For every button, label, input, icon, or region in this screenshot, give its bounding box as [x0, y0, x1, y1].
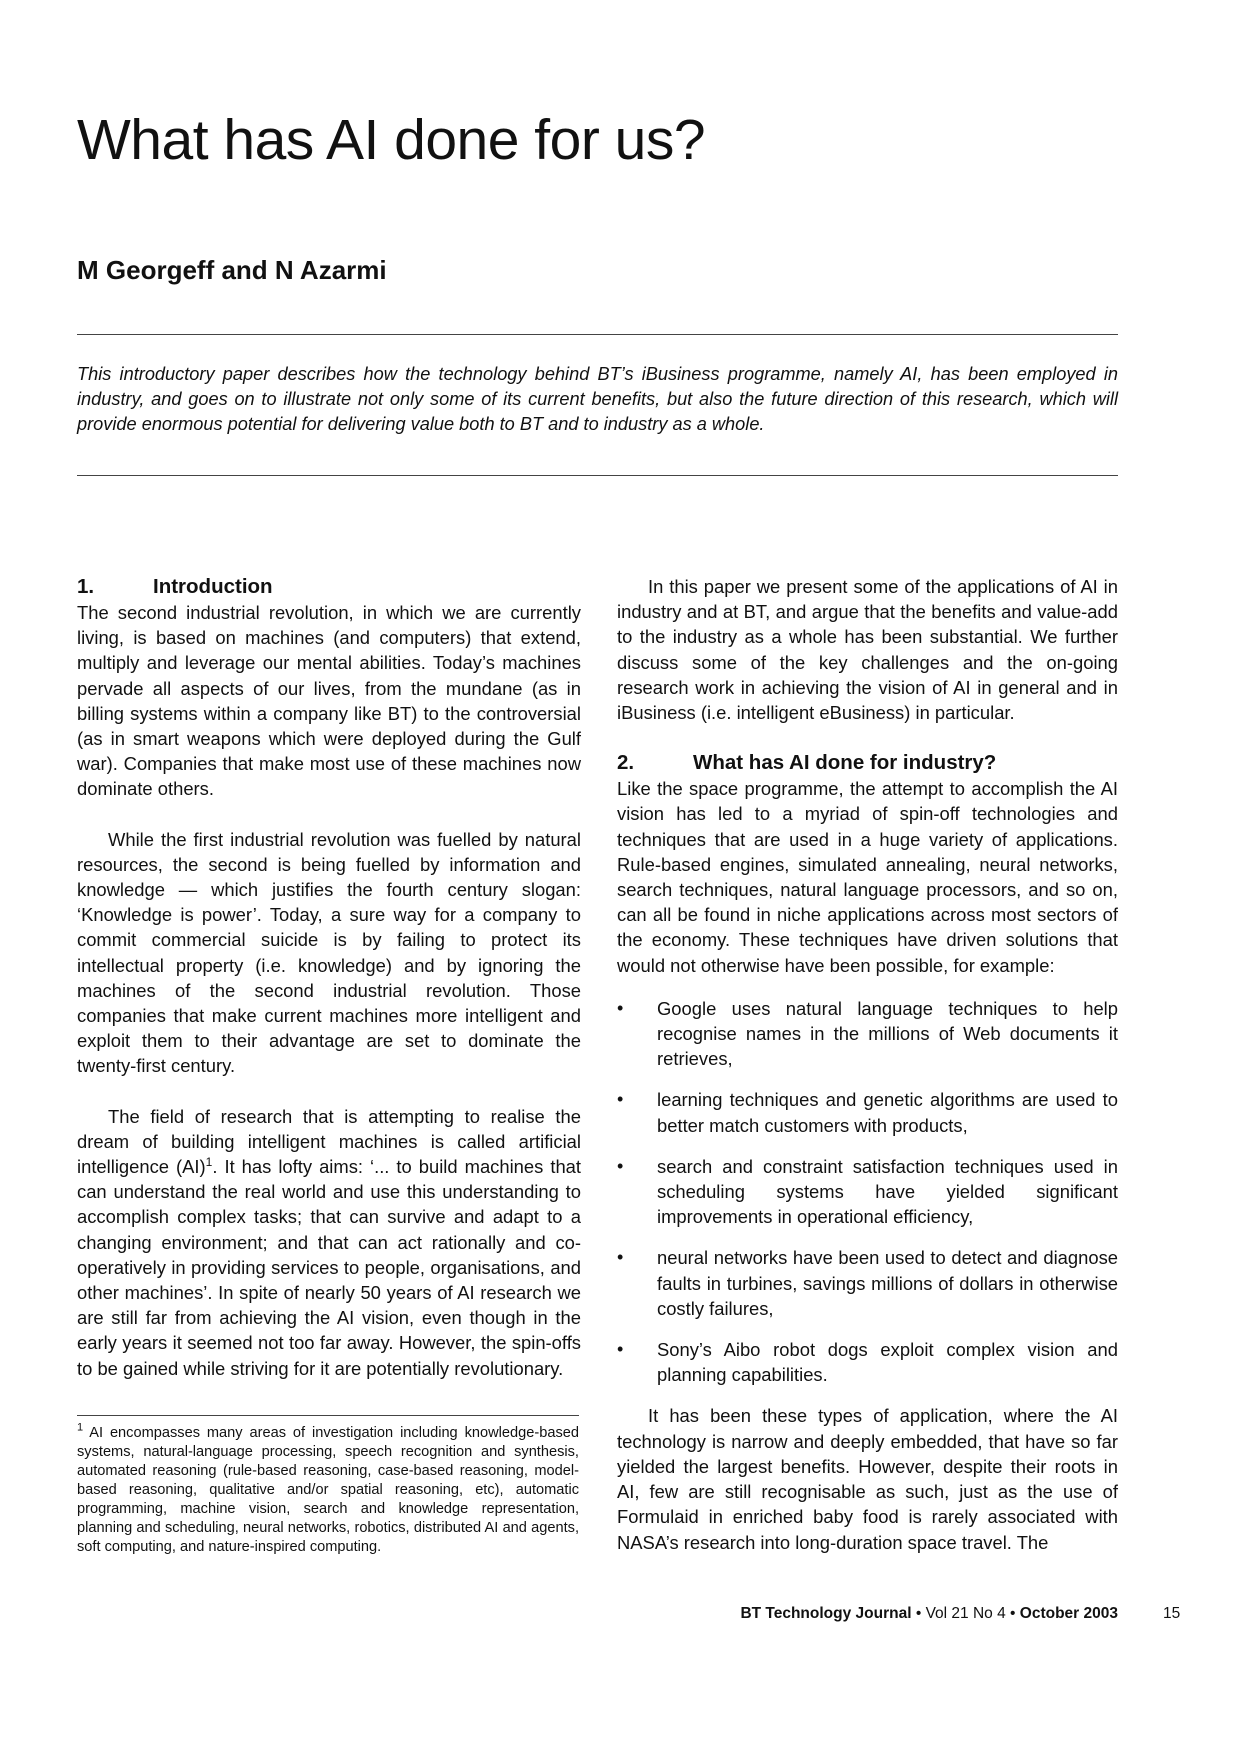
paragraph-text: The field of research that is attempting to realise the dream of building intelligent machines is called artificial intelligence (AI)	[77, 1105, 581, 1178]
bullet-icon: •	[617, 1339, 624, 1360]
section-title: What has AI done for industry?	[693, 751, 997, 775]
bullet-icon: •	[617, 1089, 624, 1110]
paragraph: It has been these types of application, where the AI technology is narrow and deeply embedded, that have so far yielded the largest benefits. However, despite their roots in AI, few are still recognisable as such, just as the use of Formulaid in enriched baby food is rarely associated with NASA’s research into long-duration space travel. The	[617, 1405, 1118, 1553]
bullet-icon: •	[617, 1155, 624, 1176]
journal-footer	[600, 1604, 1118, 1624]
list-item	[617, 1087, 1118, 1137]
journal-date: October 2003	[1019, 1605, 1118, 1622]
paragraph: In this paper we present some of the applications of AI in industry and at BT, and argue that the benefits and value-add to the industry as a whole has been substantial. We further discuss some of the key challenges and the on-going research work in achieving the vision of AI in general and in iBusiness (i.e. intelligent eBusiness) in particular.	[617, 576, 1118, 724]
list-item	[617, 1245, 1118, 1321]
bullet-icon: •	[617, 1247, 624, 1268]
left-column	[77, 574, 581, 1381]
bottom-divider	[77, 475, 1118, 476]
paper-authors: M Georgeff and N Azarmi	[77, 255, 387, 285]
list-item	[617, 996, 1118, 1072]
separator: •	[1005, 1605, 1020, 1622]
section-number: 1.	[77, 575, 95, 598]
list-item	[617, 1154, 1118, 1230]
journal-volume: Vol 21 No 4	[925, 1605, 1006, 1622]
right-column	[617, 574, 1118, 1555]
list-item-text: neural networks have been used to detect and diagnose faults in turbines, savings millions of dollars in otherwise costly failures,	[657, 1247, 1118, 1319]
footnote-text: AI encompasses many areas of investigation including knowledge-based systems, natural-language processing, speech recognition and synthesis, automated reasoning (rule-based reasoning, case-based reasoning, model-based reasoning, qualitative and/or spatial reasoning, etc), automatic programming, machine vision, search and knowledge representation, planning and scheduling, neural networks, robotics, distributed AI and agents, soft computing, and nature-inspired computing.	[77, 1425, 579, 1555]
paragraph: While the first industrial revolution was fuelled by natural resources, the second is being fuelled by information and knowledge — which justifies the fourth century slogan: ‘Knowledge is power’. Today, a sure way for a company to commit commercial suicide is by failing to protect its intellectual property (i.e. knowledge) and by ignoring the machines of the second industrial revolution. Those companies that make current machines more intelligent and exploit them to their advantage are set to dominate the twenty-first century.	[77, 828, 581, 1077]
paragraph	[77, 1104, 581, 1381]
footnote	[77, 1421, 579, 1557]
journal-name: BT Technology Journal	[740, 1605, 912, 1622]
abstract: This introductory paper describes how the technology behind BT’s iBusiness programme, namely AI, has been employed in industry, and goes on to illustrate not only some of its current benefits, but also the future direction of this research, which will provide enormous potential for delivering value both to BT and to industry as a whole.	[77, 364, 1118, 434]
bullet-list	[617, 996, 1118, 1388]
separator: •	[911, 1605, 926, 1622]
paragraph-text: . It has lofty aims: ‘... to build machines that can understand the real world and use this understanding to accomplish complex tasks; that can survive and adapt to a changing environment; and that can act rationally and co-operatively in providing services to people, organisations, and other machines’. In spite of nearly 50 years of AI research we are still far from achieving the AI vision, even though in the early years it seemed not too far away. However, the spin-offs to be gained while striving for it are potentially revolutionary.	[77, 1156, 582, 1379]
section-number: 2.	[617, 751, 635, 775]
paragraph: The second industrial revolution, in which we are currently living, is based on machines (and computers) that extend, multiply and leverage our mental abilities. Today’s machines pervade all aspects of our lives, from the mundane (as in billing systems within a company like BT) to the controversial (as in smart weapons which were deployed during the Gulf war). Companies that make most use of these machines now dominate others.	[77, 602, 581, 800]
section-2-heading	[617, 750, 1118, 776]
list-item	[617, 1337, 1118, 1387]
footnote-divider	[77, 1415, 579, 1416]
page-number: 15	[1163, 1605, 1181, 1622]
list-item-text: Google uses natural language techniques to help recognise names in the millions of Web documents it retrieves,	[657, 997, 1118, 1070]
section-1-heading	[77, 574, 581, 600]
list-item-text: search and constraint satisfaction techniques used in scheduling systems have yielded significant improvements in operational efficiency,	[657, 1155, 1118, 1228]
list-item-text: Sony’s Aibo robot dogs exploit complex vision and planning capabilities.	[657, 1339, 1118, 1386]
footnote-marker: 1	[77, 1421, 84, 1434]
bullet-icon: •	[617, 997, 624, 1018]
footnote-ref: 1	[205, 1154, 213, 1169]
list-item-text: learning techniques and genetic algorithms are used to better match customers with products,	[657, 1089, 1118, 1136]
top-divider	[77, 334, 1118, 335]
section-title: Introduction	[153, 575, 273, 598]
paragraph: Like the space programme, the attempt to accomplish the AI vision has led to a myriad of spin-off technologies and techniques that are used in a huge variety of applications. Rule-based engines, simulated annealing, neural networks, search techniques, natural language processors, and so on, can all be found in niche applications across most sectors of the economy. These techniques have driven solutions that would not otherwise have been possible, for example:	[617, 778, 1118, 976]
paper-title: What has AI done for us?	[77, 108, 706, 172]
